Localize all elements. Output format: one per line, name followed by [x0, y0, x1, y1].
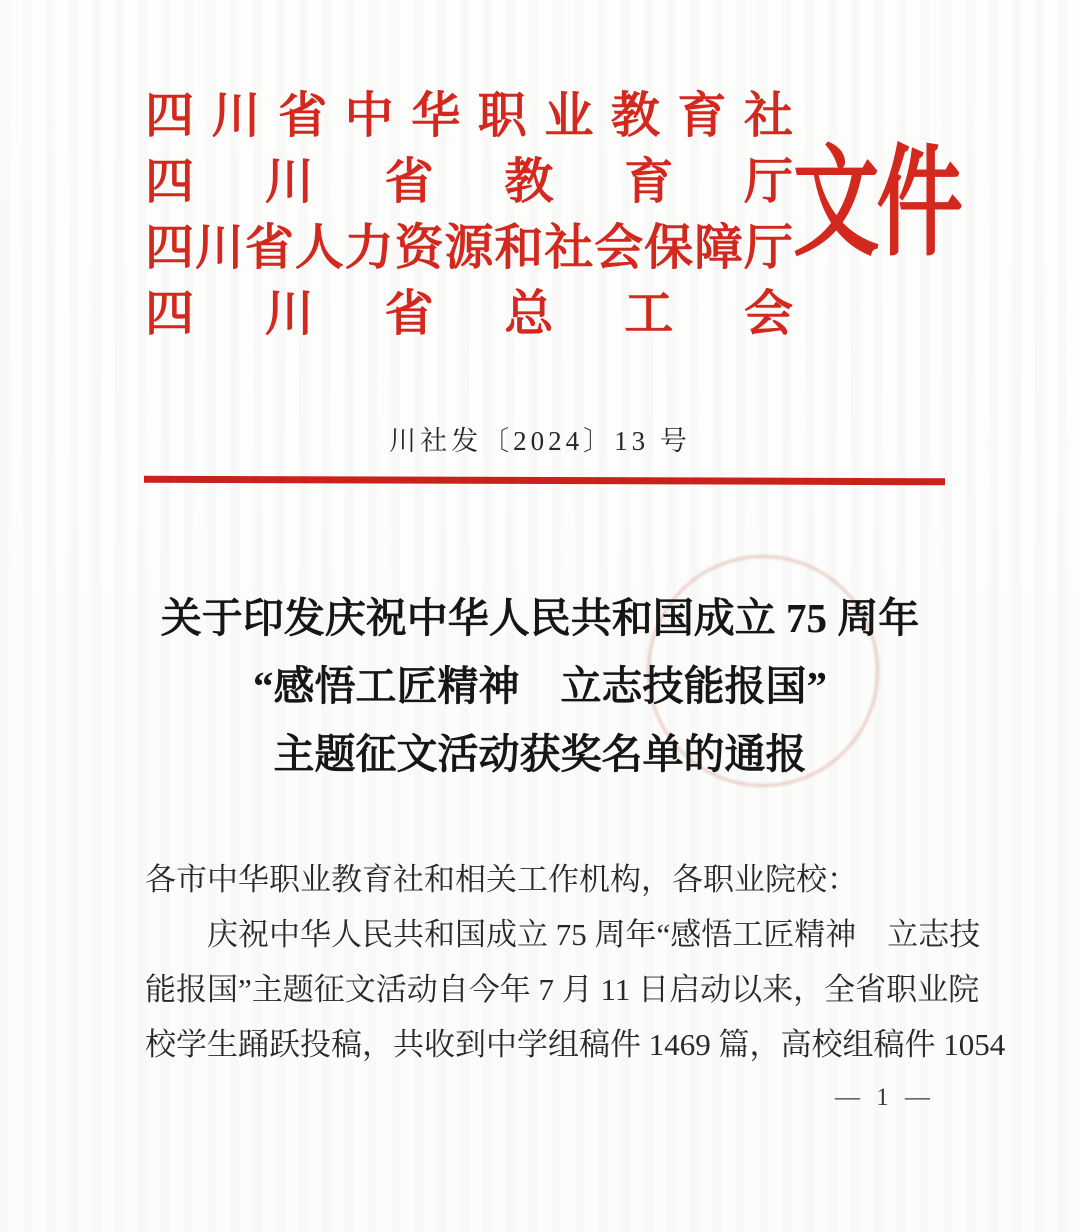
org-name-line-3: 四川省人力资源和社会保障厅 [145, 220, 793, 275]
body-line-2: 能报国”主题征文活动自今年 7 月 11 日启动以来，全省职业院 [145, 972, 980, 1007]
org-name-line-4: 四川省总工会 [145, 286, 793, 341]
doc-number: 川社发〔2024〕13 号 [389, 426, 691, 456]
org-name-line-1: 四川省中华职业教育社 [145, 88, 793, 143]
red-divider-line [144, 476, 945, 486]
org-name-line-2: 四川省教育厅 [145, 154, 793, 209]
document-body [145, 852, 1006, 1072]
page-number: — 1 — [835, 1084, 935, 1111]
title-line-1: 关于印发庆祝中华人民共和国成立 75 周年 [160, 595, 920, 641]
body-line-1: 庆祝中华人民共和国成立 75 周年“感悟工匠精神 立志技 [207, 917, 981, 952]
salutation-line: 各市中华职业教育社和相关工作机构，各职业院校： [145, 862, 858, 897]
document-title [140, 584, 940, 788]
title-line-2: “感悟工匠精神 立志技能报国” [253, 663, 827, 709]
letterhead [145, 83, 793, 347]
body-line-3: 校学生踊跃投稿，共收到中学组稿件 1469 篇，高校组稿件 1054 [145, 1027, 1006, 1062]
doc-type-label: 文件 [793, 137, 961, 270]
title-line-3: 主题征文活动获奖名单的通报 [273, 731, 807, 777]
